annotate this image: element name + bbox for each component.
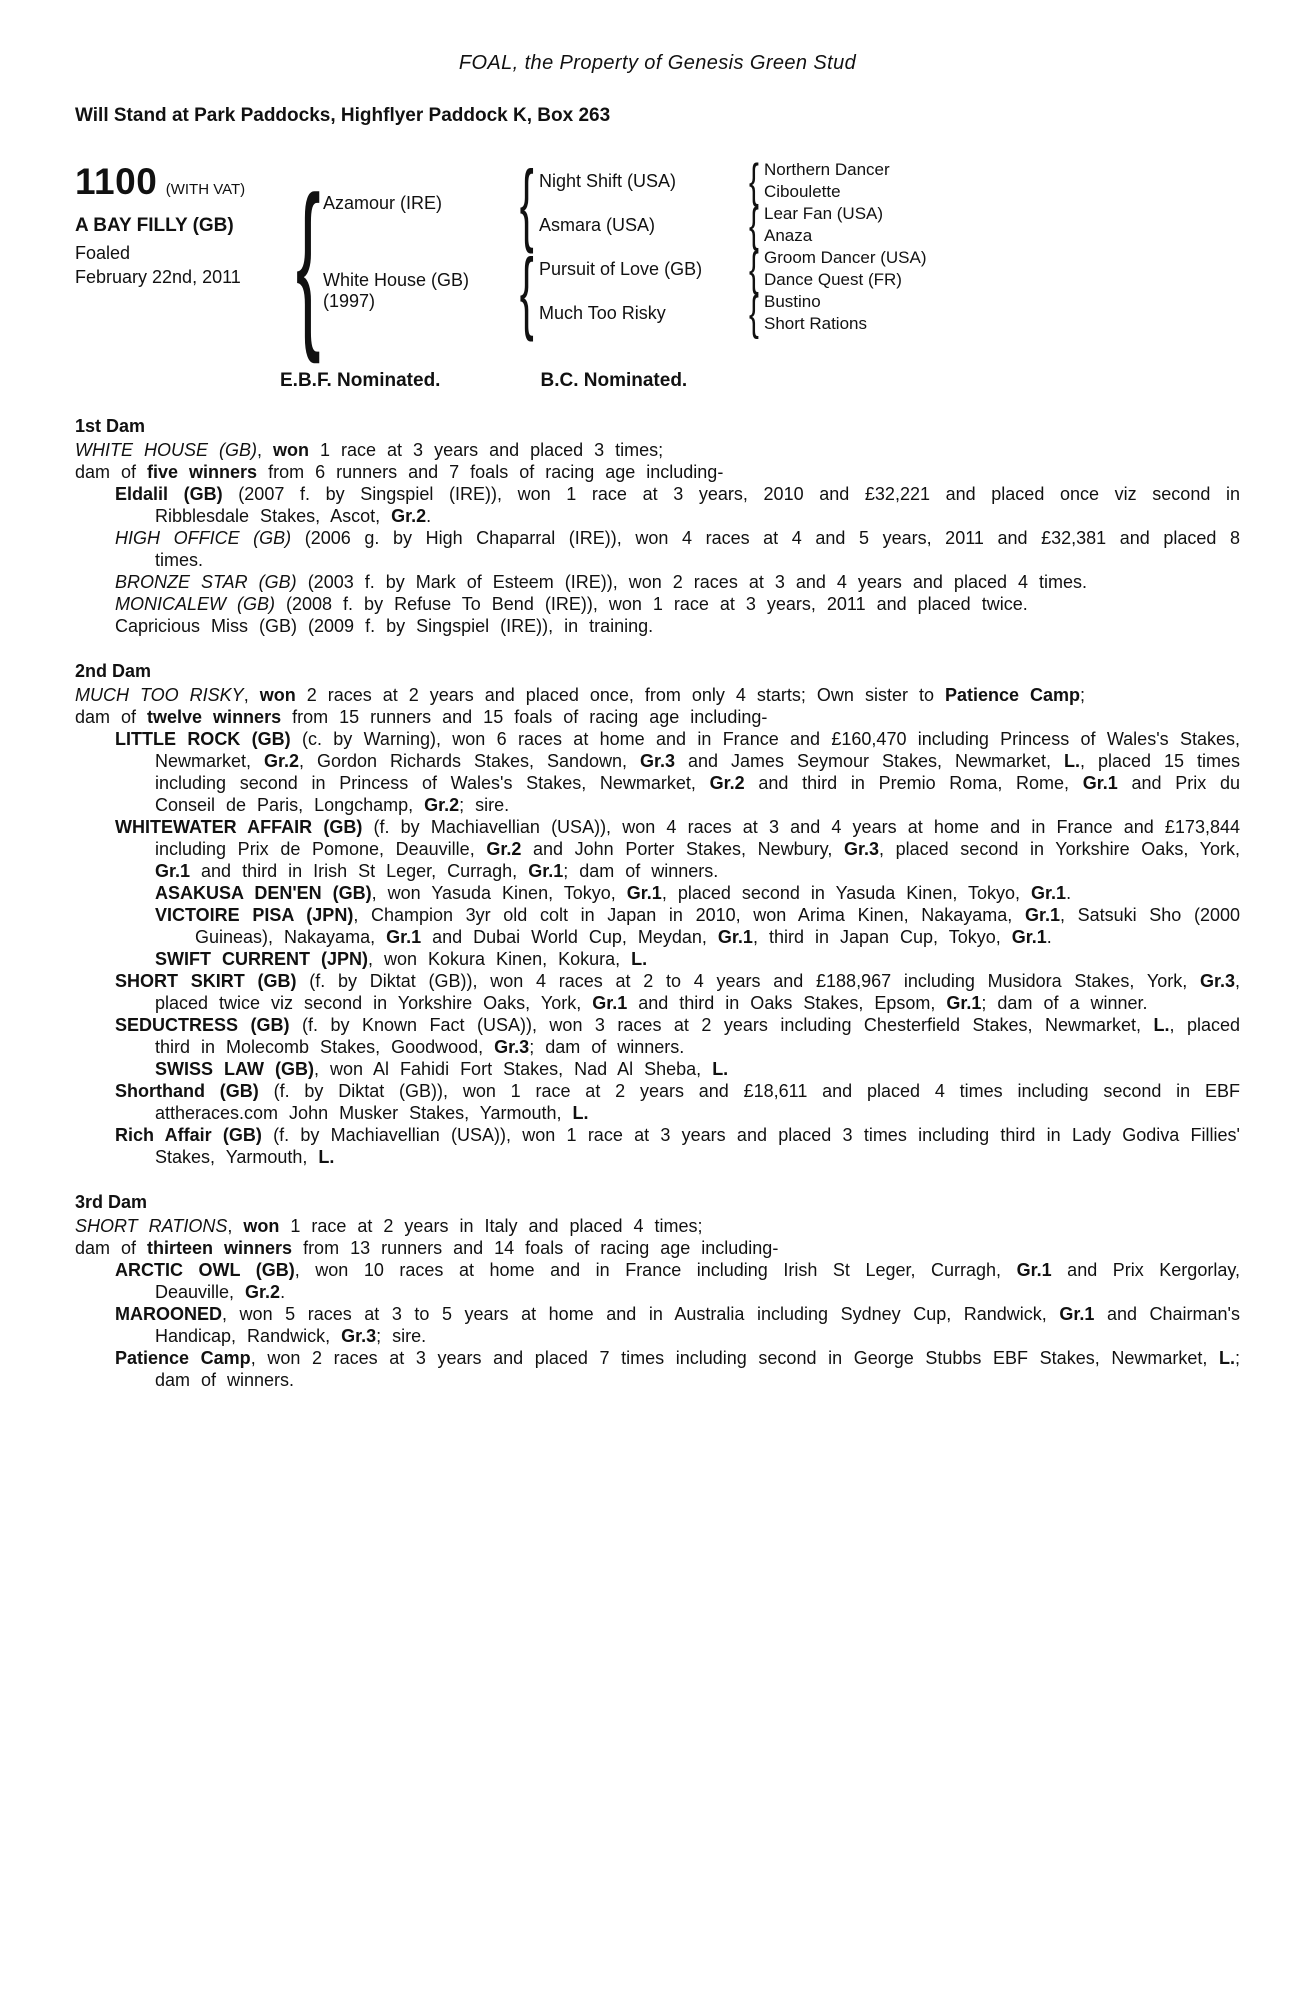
progeny-entry: BRONZE STAR (GB) (2003 f. by Mark of Esteem (IRE)), won 2 races at 3 and 4 years and placed 4 times. (115, 572, 1087, 592)
catalogue-body (75, 416, 1240, 1391)
gen3-name: Dance Quest (FR) (764, 270, 902, 289)
sire-branch (323, 159, 926, 247)
dam-summary-paragraph: SHORT RATIONS, won 1 race at 2 years in Italy and placed 4 times; (75, 1216, 703, 1236)
dam-name-line1: White House (GB) (323, 270, 470, 290)
sub-progeny-entry: VICTOIRE PISA (JPN), Champion 3yr old colt in Japan in 2010, won Arima Kinen, Nakayama, Gr.1, Satsuki Sho (2000 Guineas), Nakayama, Gr.1 and Dubai World Cup, Meydan, Gr.1, third in Japan Cup, Tokyo, Gr.1. (155, 905, 1240, 947)
sire-parents-column (539, 159, 890, 247)
dam-summary-paragraph: WHITE HOUSE (GB), won 1 race at 3 years and placed 3 times; (75, 440, 664, 460)
dam-produce-intro: dam of five winners from 6 runners and 7 foals of racing age including- (75, 462, 724, 482)
gen3-name: Lear Fan (USA) (764, 204, 884, 223)
foal-description: A BAY FILLY (GB) (75, 215, 234, 236)
progeny-entry: Eldalil (GB) (2007 f. by Singspiel (IRE)), won 1 race at 3 years, 2010 and £32,221 and placed once viz second in Ribblesdale Stakes, Ascot, Gr.2. (115, 484, 1240, 526)
progeny-entry: MAROONED, won 5 races at 3 to 5 years at home and in Australia including Sydney Cup, Randwick, Gr.1 and Chairman's Handicap, Randwick, Gr.3; sire. (115, 1304, 1240, 1346)
dam-name (323, 270, 515, 312)
sub-progeny-entry: SWIFT CURRENT (JPN), won Kokura Kinen, Kokura, L. (155, 949, 648, 969)
second-dam-brace-icon (744, 286, 764, 340)
progeny-entry: SEDUCTRESS (GB) (f. by Known Fact (USA)), won 3 races at 2 years including Chesterfield Stakes, Newmarket, L., placed third in Molecomb Stakes, Goodwood, Gr.3; dam of winners. (115, 1015, 1241, 1057)
sub-progeny-entry: SWISS LAW (GB), won Al Fahidi Fort Stakes, Nad Al Sheba, L. (155, 1059, 729, 1079)
second-dam-branch (539, 291, 926, 335)
progeny-entry: HIGH OFFICE (GB) (2006 g. by High Chaparral (IRE)), won 4 races at 4 and 5 years, 2011 and £32,381 and placed 8 times. (115, 528, 1240, 570)
section-heading: 2nd Dam (75, 661, 152, 681)
dam-name-line2: (1997) (323, 291, 376, 311)
section-heading: 1st Dam (75, 416, 146, 436)
second-dam-parents (764, 291, 867, 335)
progeny-entry: Patience Camp, won 2 races at 3 years and placed 7 times including second in George Stubbs EBF Stakes, Newmarket, L.; dam of winners. (115, 1348, 1240, 1390)
gen3-name: Anaza (764, 226, 813, 245)
gen3-name: Groom Dancer (USA) (764, 248, 927, 267)
damsire-name: Pursuit of Love (GB) (539, 258, 703, 279)
dam-produce-intro: dam of thirteen winners from 13 runners and 14 foals of racing age including- (75, 1238, 779, 1258)
progeny-entry: ARCTIC OWL (GB), won 10 races at home and in France including Irish St Leger, Curragh, Gr.1 and Prix Kergorlay, Deauville, Gr.2. (115, 1260, 1240, 1302)
lot-info (75, 157, 293, 364)
granddam-parents (764, 203, 883, 247)
ebf-nominated-label: E.B.F. Nominated. (280, 370, 441, 391)
dam-branch (323, 247, 926, 335)
progeny-entry: MONICALEW (GB) (2008 f. by Refuse To Bend (IRE)), won 1 race at 3 years, 2011 and placed twice. (115, 594, 1028, 614)
sire-brace-icon (515, 153, 539, 253)
progeny-entry: Shorthand (GB) (f. by Diktat (GB)), won 1 race at 2 years and £18,611 and placed 4 times including second in EBF attheraces.com John Musker Stakes, Yarmouth, L. (115, 1081, 1241, 1123)
pedigree-gen1-column (323, 159, 926, 364)
grandsire-parents (764, 159, 890, 203)
lot-block (75, 157, 1240, 364)
second-dam-name: Much Too Risky (539, 302, 666, 323)
damsire-branch (539, 247, 926, 291)
grandsire-branch (539, 159, 890, 203)
pedigree-tree (293, 157, 1240, 364)
vat-note: (WITH VAT) (165, 181, 246, 198)
progeny-entry: SHORT SKIRT (GB) (f. by Diktat (GB)), won 4 races at 2 to 4 years and £188,967 including Musidora Stakes, York, Gr.3, placed twice viz second in Yorkshire Oaks, York, Gr.1 and third in Oaks Stakes, Epsom, Gr.1; dam of a winner. (115, 971, 1240, 1013)
foaled-label: Foaled (75, 243, 131, 263)
pedigree-outer-brace-icon (293, 159, 323, 364)
section-2nd-dam (75, 661, 1240, 1168)
sire-name-line1: Azamour (IRE) (323, 192, 443, 213)
dam-produce-intro: dam of twelve winners from 15 runners and 15 foals of racing age including- (75, 707, 768, 727)
progeny-entry: Capricious Miss (GB) (2009 f. by Singspiel (IRE)), in training. (115, 616, 654, 636)
dam-summary-paragraph: MUCH TOO RISKY, won 2 races at 2 years and placed once, from only 4 starts; Own sister to Patience Camp; (75, 685, 1086, 705)
damsire-parents (764, 247, 926, 291)
grandsire-name: Night Shift (USA) (539, 170, 677, 191)
lot-number: 1100 (75, 161, 158, 202)
nominations-line (75, 370, 1240, 392)
page-title: FOAL, the Property of Genesis Green Stud (458, 52, 857, 74)
granddam-branch (539, 203, 890, 247)
gen3-name: Short Rations (764, 314, 867, 333)
foaled-date: February 22nd, 2011 (75, 267, 241, 287)
progeny-entry: LITTLE ROCK (GB) (c. by Warning), won 6 races at home and in France and £160,470 including Princess of Wales's Stakes, Newmarket, Gr.2, Gordon Richards Stakes, Sandown, Gr.3 and James Seymour Stakes, Newmarket, L., placed 15 times including second in Princess of Wales's Stakes, Newmarket, Gr.2 and third in Premio Roma, Rome, Gr.1 and Prix du Conseil de Paris, Longchamp, Gr.2; sire. (115, 729, 1240, 815)
bc-nominated-label: B.C. Nominated. (540, 370, 688, 391)
dam-brace-icon (515, 241, 539, 341)
section-heading: 3rd Dam (75, 1192, 148, 1212)
dam-parents-column (539, 247, 926, 335)
stand-location-line: Will Stand at Park Paddocks, Highflyer Paddock K, Box 263 (75, 105, 611, 126)
gen3-name: Ciboulette (764, 182, 841, 201)
gen3-name: Bustino (764, 292, 821, 311)
section-1st-dam (75, 416, 1240, 637)
granddam-name: Asmara (USA) (539, 214, 656, 235)
section-3rd-dam (75, 1192, 1240, 1391)
gen3-name: Northern Dancer (764, 160, 890, 179)
sub-progeny-entry: ASAKUSA DEN'EN (GB), won Yasuda Kinen, Tokyo, Gr.1, placed second in Yasuda Kinen, Tokyo, Gr.1. (155, 883, 1072, 903)
lot-number-line (75, 161, 293, 203)
sire-name (323, 193, 515, 214)
progeny-entry: WHITEWATER AFFAIR (GB) (f. by Machiavellian (USA)), won 4 races at 3 and 4 years at home and in France and £173,844 including Prix de Pomone, Deauville, Gr.2 and John Porter Stakes, Newbury, Gr.3, placed second in Yorkshire Oaks, York, Gr.1 and third in Irish St Leger, Curragh, Gr.1; dam of winners. (115, 817, 1240, 881)
progeny-entry: Rich Affair (GB) (f. by Machiavellian (USA)), won 1 race at 3 years and placed 3 times including third in Lady Godiva Fillies' Stakes, Yarmouth, L. (115, 1125, 1240, 1167)
